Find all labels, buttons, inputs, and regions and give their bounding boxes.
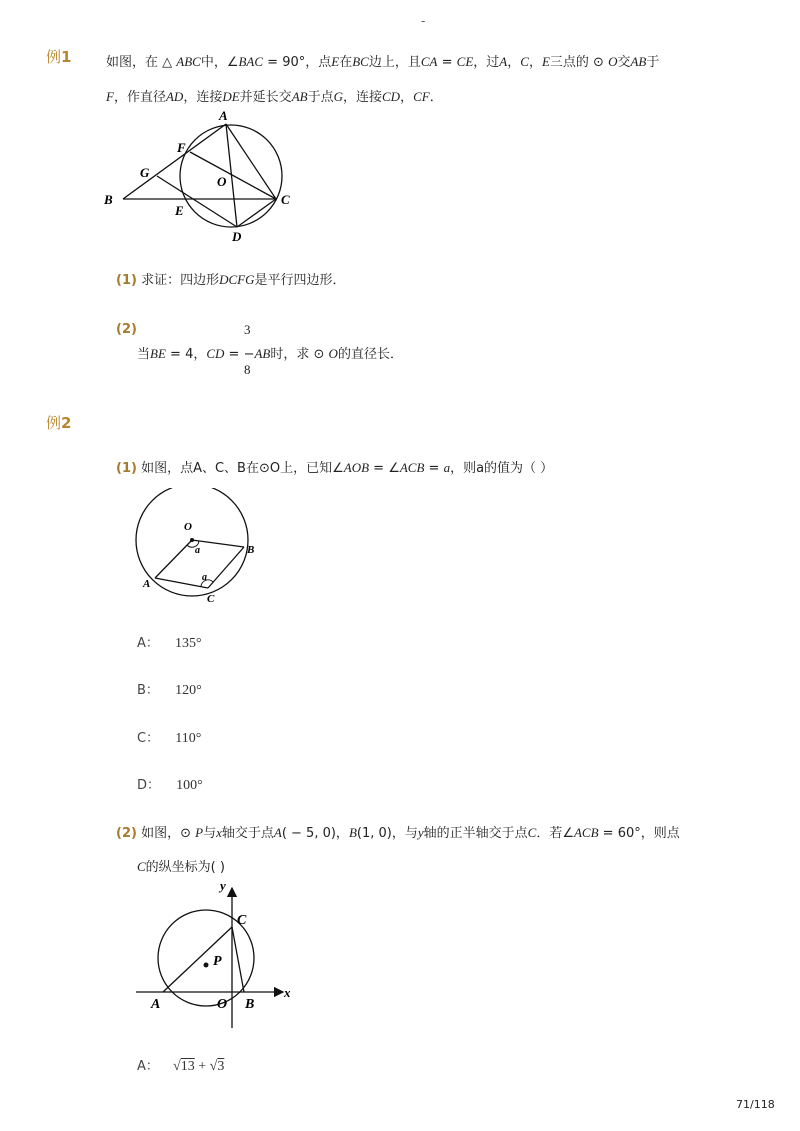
question-number: (1) [116,461,137,476]
example-label-num: 1 [61,48,72,66]
math-symbol: C [527,825,537,840]
label-a-angle-o: a [195,545,200,556]
option-value: 100° [176,778,203,793]
text-run: 交 [617,55,631,70]
segment-cd [237,199,276,227]
ex1-question-2-number: (2) [116,322,137,337]
label-a: A [151,997,161,1012]
label-c: C [237,913,247,928]
segment-bc [232,927,244,992]
ex2-question-1 [116,457,553,476]
math-symbol: C [137,859,146,874]
question-number: (1) [116,273,137,288]
math-symbol: CF [413,89,430,104]
text-run: = [224,347,244,362]
question-text-b [244,347,403,362]
label-d: D [232,229,242,244]
question-text [141,273,345,288]
option-key: B： [137,683,159,698]
text-run: = 90°，点 [263,55,332,70]
label-a: A [219,108,228,123]
text-run: ( − 5, 0)， [281,826,349,841]
label-c: C [281,192,290,207]
text-run: 求证：四边形 [141,273,220,288]
text-run: 三点的 ⊙ [549,55,609,70]
text-run: = [437,55,457,70]
math-symbol: ACB [399,460,425,475]
plus-sign: + [194,1059,210,1074]
page-number: 71/118 [736,1098,775,1111]
label-o: O [184,521,192,533]
text-run: 的纵坐标为( ) [145,860,225,875]
option-key: A： [137,1059,159,1074]
text-run: 于 [646,55,660,70]
text-run: 在 [339,55,353,70]
header-mark: - [421,14,426,28]
label-o: O [217,174,227,189]
text-run: 如图，在 △ [106,55,177,70]
option-key: D： [137,778,161,793]
text-run: 是平行四边形． [254,273,346,288]
ex1-geometry-figure [98,105,308,245]
math-symbol: CA [420,54,438,69]
label-b: B [247,544,255,556]
label-e: E [175,203,184,218]
text-run: 如图，点A、C、B在⊙O上，已知∠ [141,461,344,476]
math-symbol: E [331,54,340,69]
text-run: ， [507,55,521,70]
text-run: 并延长交 [239,90,292,105]
math-symbol: B [348,825,357,840]
math-symbol: A [273,825,282,840]
option-value-radical: √13 + √3 [173,1059,225,1074]
math-symbol: CD [206,346,225,361]
math-symbol: P [195,825,204,840]
math-symbol: AB [291,89,308,104]
ex2-q1-circle-figure [128,488,268,608]
example-1-label [46,46,71,67]
question-text [141,461,553,476]
label-c: C [207,593,215,605]
option-key: A： [137,636,159,651]
math-symbol: A [499,54,508,69]
text-run: = [424,461,444,476]
math-symbol: BE [150,346,166,361]
text-run: ， [400,90,414,105]
math-symbol: O [608,54,618,69]
option-value: 135° [175,636,202,651]
text-run: ． [429,90,443,105]
ex2-q2-option-a[interactable] [137,1055,224,1075]
text-run: 的直径长． [337,347,403,362]
option-value: 110° [175,731,202,746]
text-run: ， [528,55,542,70]
segment-oa [155,540,192,578]
label-a: A [143,578,151,590]
text-run: ，连接 [342,90,382,105]
segment-ac [226,124,276,199]
math-symbol: E [541,54,550,69]
math-symbol: ACB [573,825,599,840]
option-b[interactable] [137,679,202,699]
question-number: (2) [116,826,137,841]
text-run: ，作直径 [113,90,166,105]
fraction-denominator: 8 [244,362,251,377]
text-run: ，过 [473,55,500,70]
math-symbol: AOB [343,460,370,475]
ex2-question-2-line1 [116,822,680,841]
text-run: ，则a的值为（ ） [450,461,554,476]
math-symbol: y [417,825,424,840]
ex1-statement-line1 [106,51,659,70]
label-b: B [104,192,113,207]
example-label-num: 2 [61,414,72,432]
text-run: (1, 0)，与 [356,826,418,841]
ex1-question-1 [116,269,346,288]
text-run: 轴交于点 [221,826,274,841]
label-y: y [220,878,226,893]
center-dot [190,538,194,542]
math-symbol: BAC [238,54,264,69]
example-2-label [46,412,71,433]
math-symbol: AB [254,346,271,361]
text-run: − [243,347,255,362]
math-symbol: AD [165,89,184,104]
label-o: O [217,997,228,1012]
segment-ac [163,927,232,992]
ex1-question-2-text [137,343,403,362]
math-symbol: C [520,54,529,69]
option-a[interactable] [137,632,202,652]
math-symbol: DCFG [219,272,255,287]
text-run: ．若∠ [536,826,574,841]
example-label-cn: 例 [46,414,62,432]
math-symbol: G [333,89,343,104]
fraction-numerator: 3 [244,322,251,337]
segment-bc [208,547,244,588]
question-text [141,826,680,841]
math-symbol: ABC [176,54,201,69]
text-run: 轴的正半轴交于点 [423,826,528,841]
label-x: x [284,985,291,1000]
math-symbol: CE [456,54,474,69]
question-text-a [137,347,244,362]
ex1-statement-line2 [106,86,443,105]
center-p-dot [204,963,209,968]
text-run: = ∠ [369,461,400,476]
text-run: 于点 [307,90,334,105]
text-run: 边上，且 [368,55,421,70]
math-symbol: x [216,825,222,840]
ex2-question-2-line2 [137,856,225,875]
text-run: ，连接 [183,90,223,105]
label-f: F [177,140,186,155]
option-d[interactable] [137,774,203,794]
math-symbol: F [106,89,114,104]
text-run: 如图，⊙ [141,826,196,841]
example-label-cn: 例 [46,48,62,66]
text-run: 与 [203,826,217,841]
option-value: 120° [175,683,202,698]
label-p: P [213,954,222,969]
radicand-1: 13 [180,1059,195,1074]
label-b: B [245,997,255,1012]
option-key: C： [137,731,160,746]
math-symbol: AB [630,54,647,69]
text-run: 中，∠ [200,55,239,70]
segment-ad [226,124,237,227]
math-symbol: DE [222,89,240,104]
text-run: 当 [137,347,151,362]
option-c[interactable] [137,727,201,747]
math-symbol: BC [352,54,369,69]
ex2-q2-coordinate-figure [130,874,300,1030]
math-symbol: O [328,346,338,361]
segment-ac [155,578,208,588]
radicand-2: 3 [217,1059,225,1074]
text-run: = 60°，则点 [598,826,680,841]
math-symbol: CD [382,89,401,104]
math-symbol: a [443,460,451,475]
label-a-angle-c: a [202,572,207,583]
label-g: G [140,165,150,180]
text-run: = 4， [165,347,207,362]
text-run: 时，求 ⊙ [270,347,329,362]
